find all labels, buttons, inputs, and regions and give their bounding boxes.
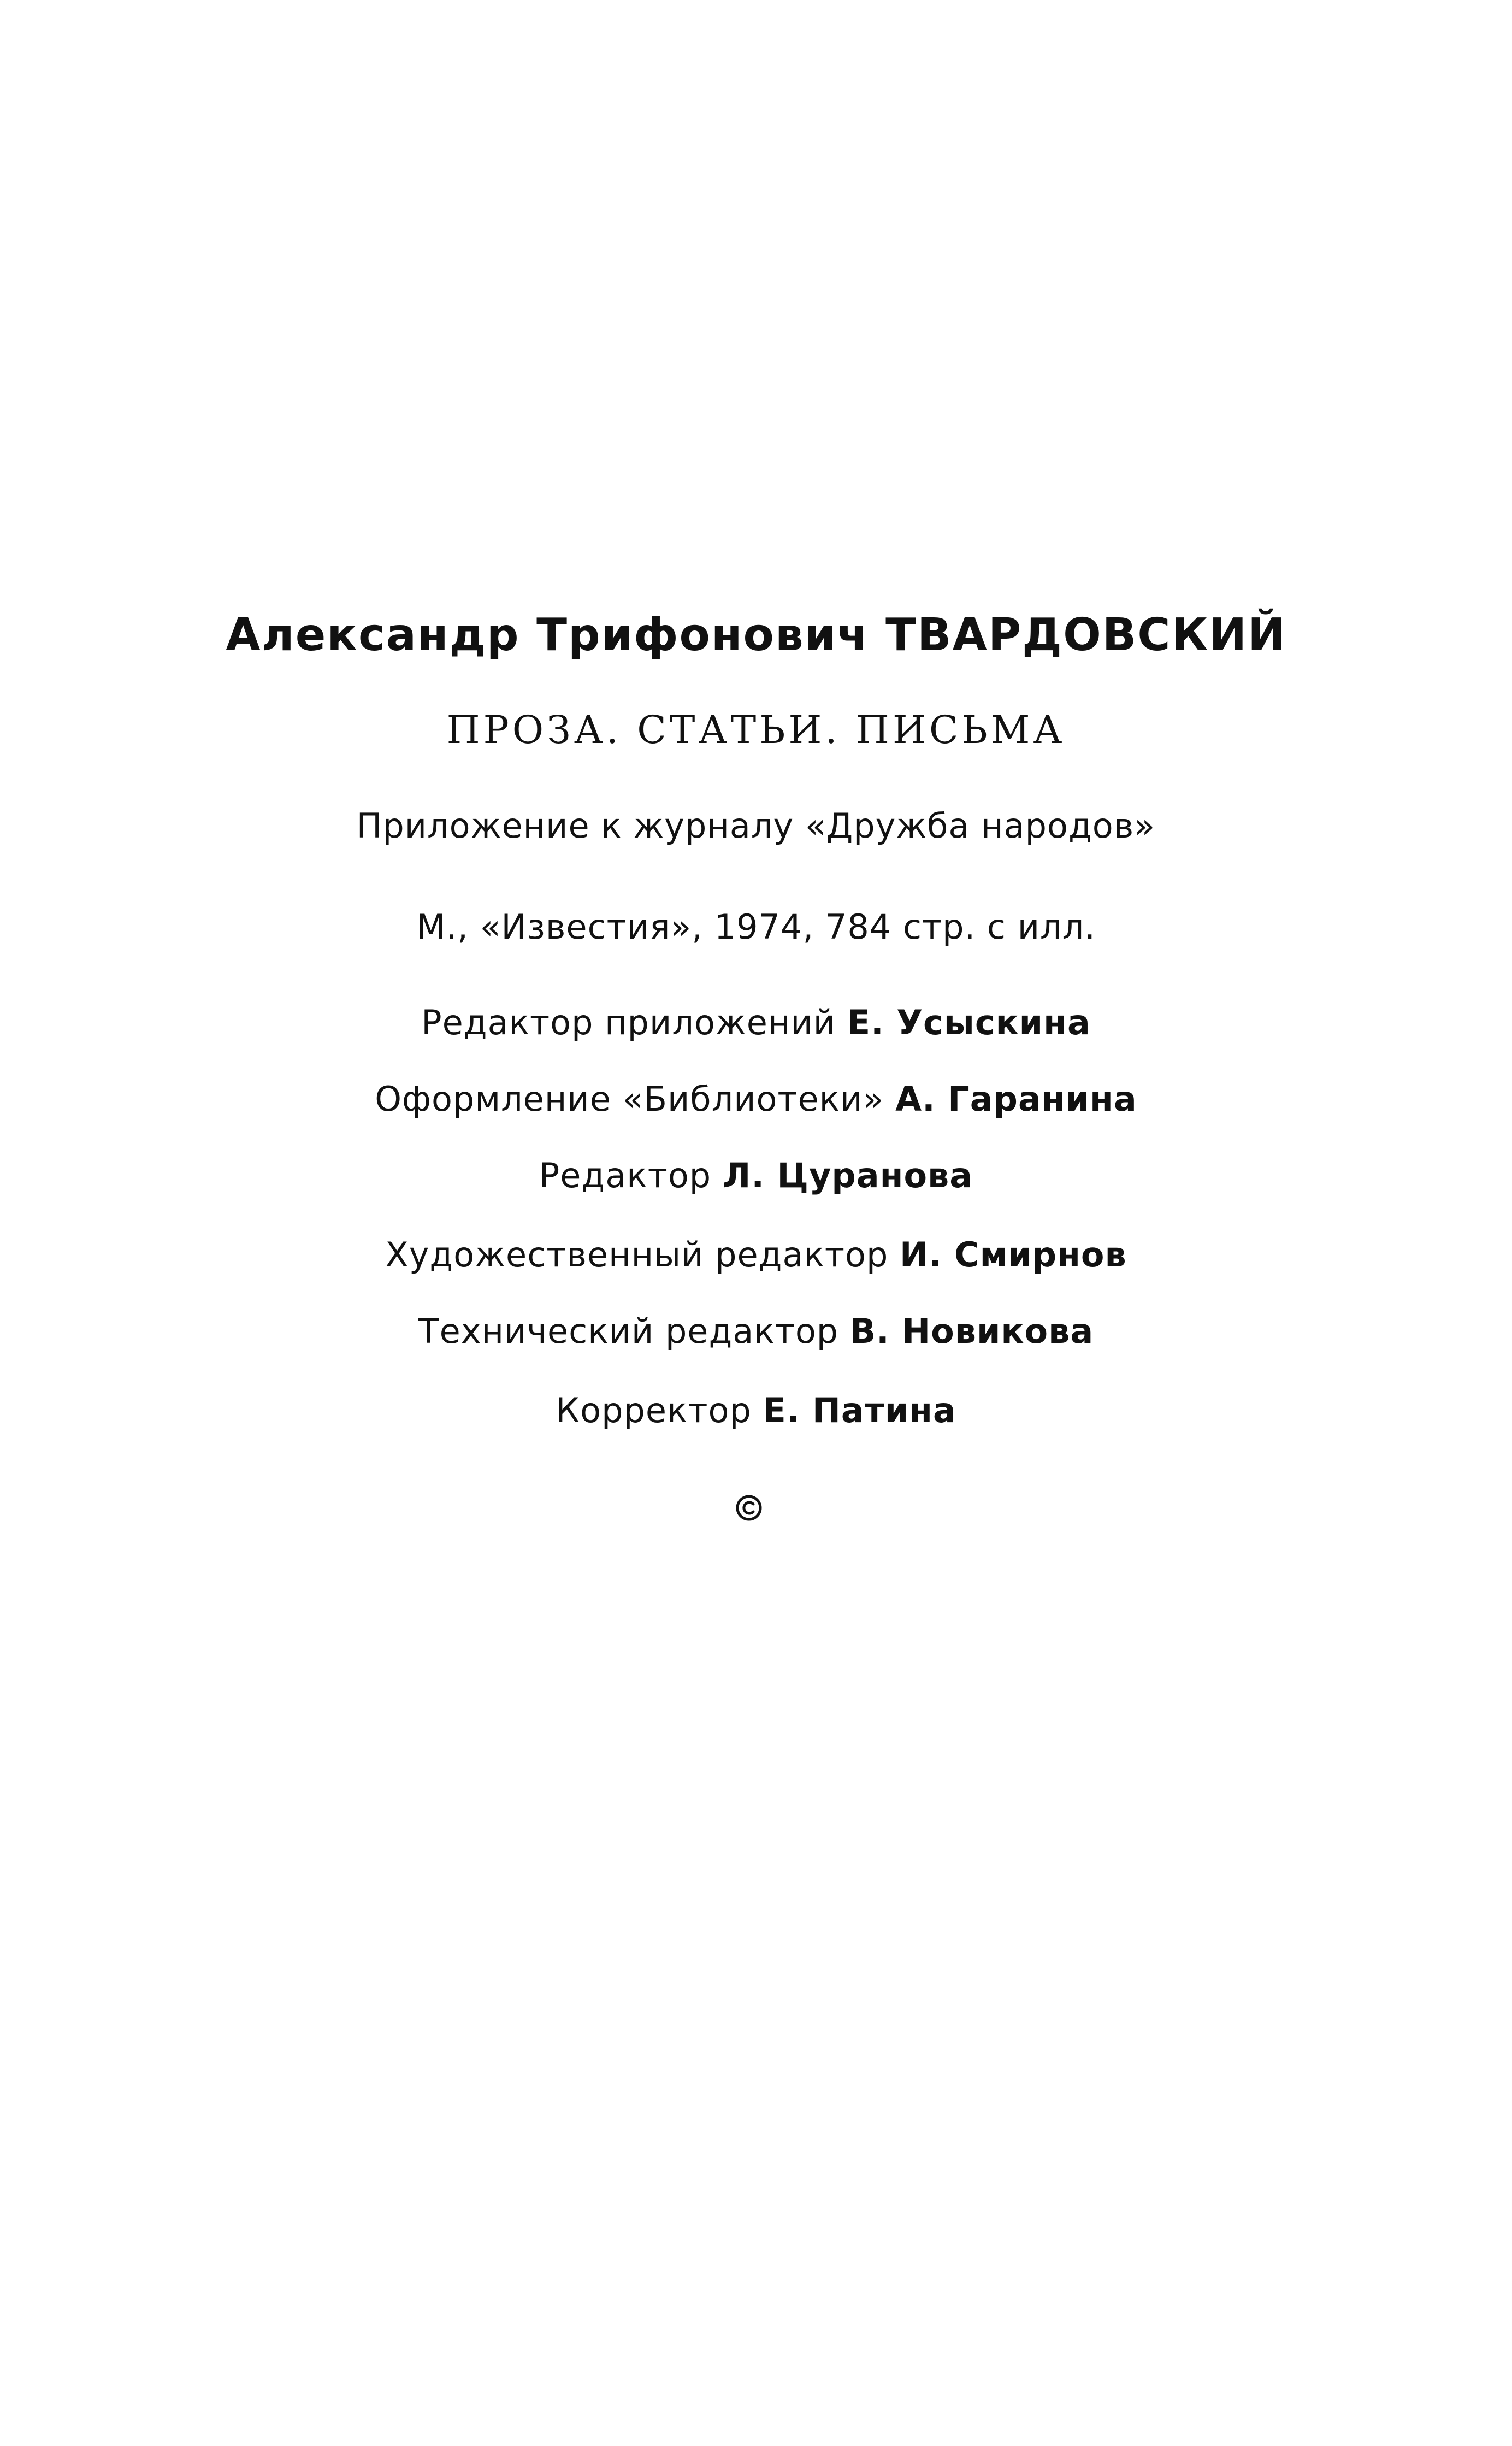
book-title: ПРОЗА. СТАТЬИ. ПИСЬМА (446, 708, 1066, 752)
credit-role: Редактор (539, 1156, 712, 1195)
credit-person: Е. Усыскина (847, 1003, 1091, 1042)
credit-person: Е. Патина (763, 1390, 956, 1430)
credit-role: Корректор (556, 1390, 752, 1430)
credit-person: А. Гаранина (895, 1079, 1137, 1119)
publication-imprint: М., «Известия», 1974, 784 стр. с илл. (416, 907, 1096, 947)
credit-role: Художественный редактор (385, 1235, 889, 1275)
credit-line (0, 1311, 1512, 1351)
credit-person: В. Новикова (849, 1311, 1094, 1351)
credit-person: Л. Цуранова (722, 1156, 973, 1195)
copyright-icon (735, 1494, 763, 1522)
credit-line (0, 1003, 1512, 1042)
author-given-names: Александр Трифонович (226, 609, 869, 661)
credit-role: Технический редактор (418, 1311, 839, 1351)
credit-line (0, 1390, 1512, 1430)
credit-role: Оформление «Библиотеки» (375, 1079, 884, 1119)
credit-role: Редактор приложений (421, 1003, 836, 1042)
credit-line (0, 1079, 1512, 1119)
author-name (0, 609, 1512, 661)
author-surname: ТВАРДОВСКИЙ (885, 609, 1286, 661)
credit-person: И. Смирнов (900, 1235, 1127, 1275)
credit-line (0, 1235, 1512, 1275)
credit-line (0, 1156, 1512, 1195)
supplement-note: Приложение к журналу «Дружба народов» (356, 806, 1156, 846)
